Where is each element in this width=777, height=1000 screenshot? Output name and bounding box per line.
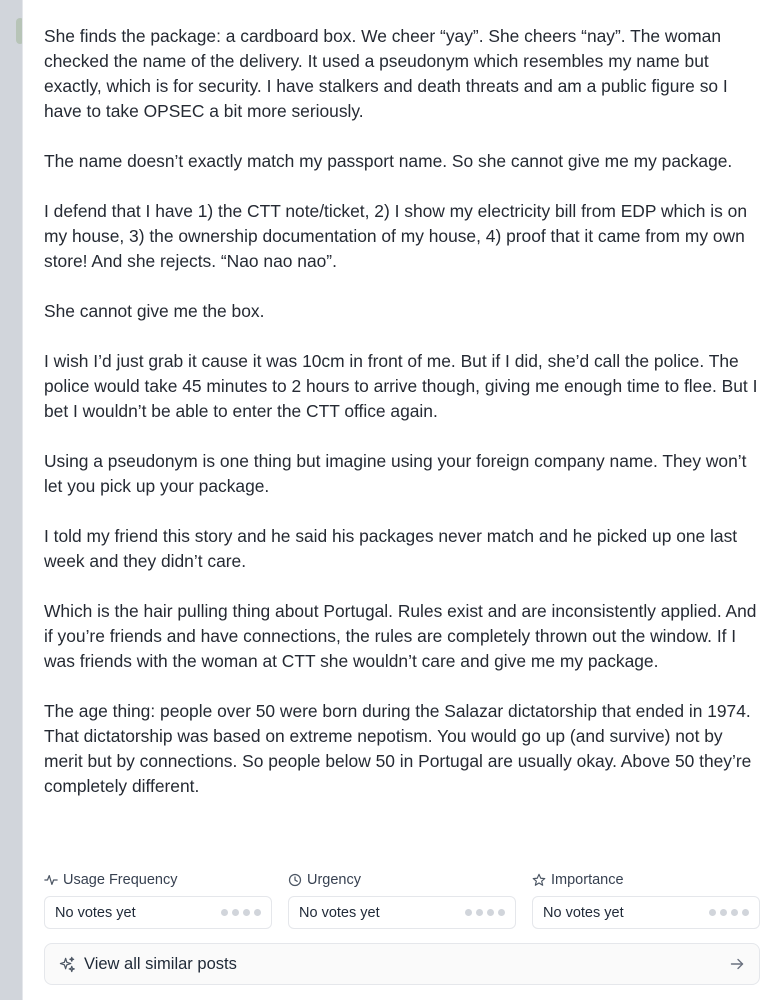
post-paragraph: Using a pseudonym is one thing but imagine using your foreign company name. They won’t let you pick up your package. [44, 451, 747, 496]
post-paragraph: I told my friend this story and he said his packages never match and he picked up one last week and they didn’t care. [44, 526, 738, 571]
star-icon [532, 873, 546, 887]
vote-value: No votes yet [299, 904, 380, 921]
vote-dots[interactable] [709, 909, 749, 916]
vote-label-text: Urgency [307, 872, 361, 888]
vote-label-text: Usage Frequency [63, 872, 178, 888]
vote-urgency [288, 870, 516, 929]
post-paragraph: I defend that I have 1) the CTT note/ticket, 2) I show my electricity bill from EDP which is on my house, 3) the ownership documentation of my house, 4) proof that it came from my own store! And she rejects. “Nao nao nao”. [44, 201, 748, 271]
importance-vote-box[interactable] [532, 896, 760, 929]
post-body [44, 24, 766, 824]
vote-usage-frequency [44, 870, 272, 929]
arrow-right-icon [729, 956, 745, 972]
view-similar-posts-button[interactable] [44, 943, 760, 985]
vote-label-text: Importance [551, 872, 624, 888]
vote-value: No votes yet [55, 904, 136, 921]
vote-section [44, 870, 760, 929]
left-rail [0, 0, 22, 1000]
vote-dots[interactable] [465, 909, 505, 916]
clock-icon [288, 873, 302, 887]
activity-icon [44, 873, 58, 887]
vote-importance [532, 870, 760, 929]
post-panel [22, 0, 777, 1000]
sparkles-icon [59, 956, 76, 973]
view-similar-label: View all similar posts [84, 954, 237, 973]
post-paragraph: Which is the hair pulling thing about Portugal. Rules exist and are inconsistently applied. And if you’re friends and have connections, the rules are completely thrown out the window. If I was friends with the woman at CTT she wouldn’t care and give me my package. [44, 601, 757, 671]
post-paragraph: The age thing: people over 50 were born during the Salazar dictatorship that ended in 1974. That dictatorship was based on extreme nepotism. You would go up (and survive) not by merit but by connections. So people below 50 in Portugal are usually okay. Above 50 they’re completely different. [44, 701, 752, 796]
post-paragraph: She finds the package: a cardboard box. We cheer “yay”. She cheers “nay”. The woman checked the name of the delivery. It used a pseudonym which resembles my name but exactly, which is for security. I have stalkers and death threats and am a public figure so I have to take OPSEC a bit more seriously. [44, 26, 728, 121]
post-paragraph: The name doesn’t exactly match my passport name. So she cannot give me my package. [44, 151, 733, 171]
usage-frequency-vote-box[interactable] [44, 896, 272, 929]
vote-value: No votes yet [543, 904, 624, 921]
vote-dots[interactable] [221, 909, 261, 916]
post-paragraph: She cannot give me the box. [44, 301, 265, 321]
post-paragraph: I wish I’d just grab it cause it was 10cm in front of me. But if I did, she’d call the police. The police would take 45 minutes to 2 hours to arrive though, giving me enough time to flee. But I bet I wouldn’t be able to enter the CTT office again. [44, 351, 758, 421]
urgency-vote-box[interactable] [288, 896, 516, 929]
